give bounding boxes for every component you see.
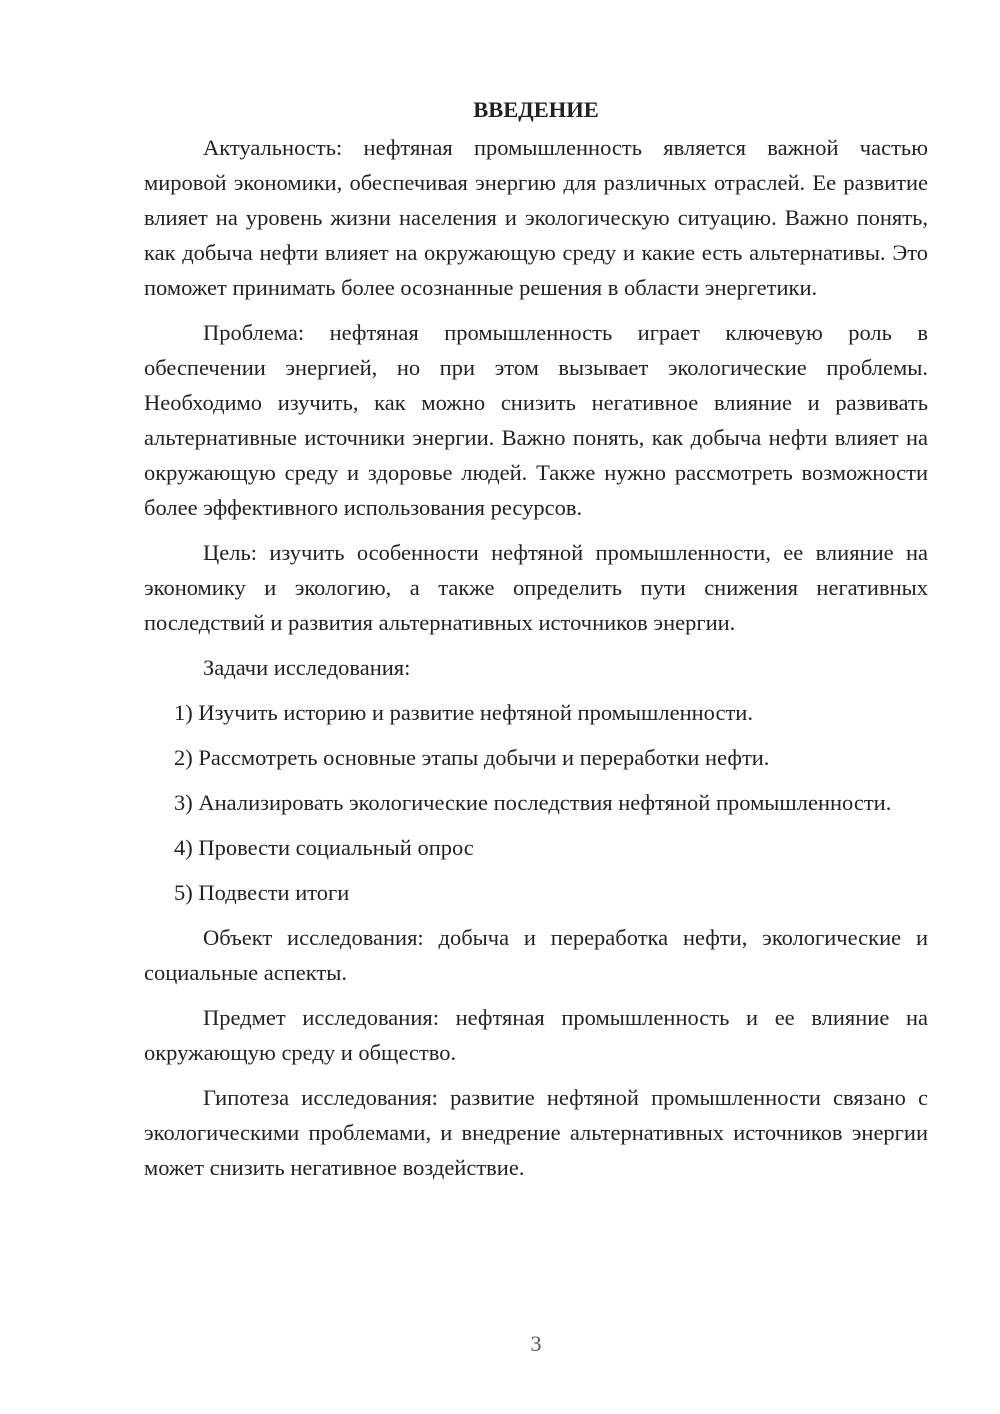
- hypothesis-paragraph: Гипотеза исследования: развитие нефтяной промышленности связано с экологическими проблемами, и внедрение альтернативных источников энергии может снизить негативное воздействие.: [144, 1085, 928, 1180]
- relevance-paragraph: Актуальность: нефтяная промышленность является важной частью мировой экономики, обеспечивая энергию для различных отраслей. Ее развитие влияет на уровень жизни населения и экологическую ситуацию. Важно понять, как добыча нефти влияет на окружающую среду и какие есть альтернативы. Это поможет принимать более осознанные решения в области энергетики.: [144, 135, 928, 300]
- tasks-heading: Задачи исследования:: [203, 655, 411, 680]
- document-page: [144, 92, 928, 1195]
- problem-paragraph: Проблема: нефтяная промышленность играет ключевую роль в обеспечении энергией, но при этом вызывает экологические проблемы. Необходимо изучить, как можно снизить негативное влияние и развивать альтернативные источники энергии. Важно понять, как добыча нефти влияет на окружающую среду и здоровье людей. Также нужно рассмотреть возможности более эффективного использования ресурсов.: [144, 320, 928, 520]
- subject-paragraph: Предмет исследования: нефтяная промышленность и ее влияние на окружающую среду и общество.: [144, 1005, 928, 1065]
- task-item-5: 5) Подвести итоги: [174, 880, 350, 905]
- goal-paragraph: Цель: изучить особенности нефтяной промышленности, ее влияние на экономику и экологию, а также определить пути снижения негативных последствий и развития альтернативных источников энергии.: [144, 540, 928, 635]
- task-item-4: 4) Провести социальный опрос: [174, 835, 474, 860]
- page-number: 3: [530, 1331, 542, 1356]
- task-item-1: 1) Изучить историю и развитие нефтяной промышленности.: [174, 700, 753, 725]
- object-paragraph: Объект исследования: добыча и переработка нефти, экологические и социальные аспекты.: [144, 925, 928, 985]
- section-title: ВВЕДЕНИЕ: [473, 97, 599, 122]
- task-item-3: 3) Анализировать экологические последствия нефтяной промышленности.: [174, 790, 892, 815]
- task-item-2: 2) Рассмотреть основные этапы добычи и переработки нефти.: [174, 745, 770, 770]
